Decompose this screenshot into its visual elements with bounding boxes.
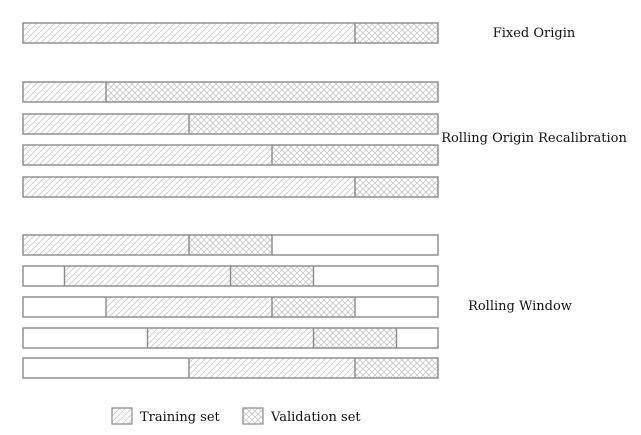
legend: [112, 408, 361, 425]
validation-segment: [355, 23, 438, 43]
legend-training-swatch: [112, 408, 132, 424]
rolling-origin-bar-4: [23, 177, 438, 197]
validation-segment: [355, 358, 438, 378]
bars-layer: [23, 23, 438, 378]
rolling-window-bar-5: [23, 358, 438, 378]
label-fixed-origin: Fixed Origin: [492, 26, 576, 41]
label-rolling-window: Rolling Window: [468, 299, 572, 314]
validation-segment: [314, 328, 397, 348]
training-segment: [23, 235, 189, 255]
validation-segment: [106, 82, 438, 102]
training-segment: [148, 328, 314, 348]
rolling-origin-bar-2: [23, 114, 438, 134]
training-segment: [23, 82, 106, 102]
legend-validation-swatch: [243, 408, 263, 424]
legend-validation-label: Validation set: [271, 410, 361, 425]
legend-training-label: Training set: [140, 410, 220, 425]
validation-segment: [272, 145, 438, 165]
training-segment: [106, 297, 272, 317]
validation-segment: [355, 177, 438, 197]
label-rolling-origin-recalibration: Rolling Origin Recalibration: [441, 131, 627, 146]
rolling-window-bar-2: [23, 266, 438, 286]
training-segment: [23, 145, 272, 165]
training-segment: [23, 114, 189, 134]
validation-segment: [272, 297, 355, 317]
validation-segment: [189, 235, 272, 255]
training-segment: [189, 358, 355, 378]
rolling-origin-bar-3: [23, 145, 438, 165]
rolling-window-bar-3: [23, 297, 438, 317]
training-segment: [23, 177, 355, 197]
rolling-window-bar-1: [23, 235, 438, 255]
validation-segment: [189, 114, 438, 134]
rolling-origin-bar-1: [23, 82, 438, 102]
training-segment: [65, 266, 231, 286]
rolling-window-bar-4: [23, 328, 438, 348]
training-segment: [23, 23, 355, 43]
validation-segment: [231, 266, 314, 286]
fixed-origin-bar-1: [23, 23, 438, 43]
